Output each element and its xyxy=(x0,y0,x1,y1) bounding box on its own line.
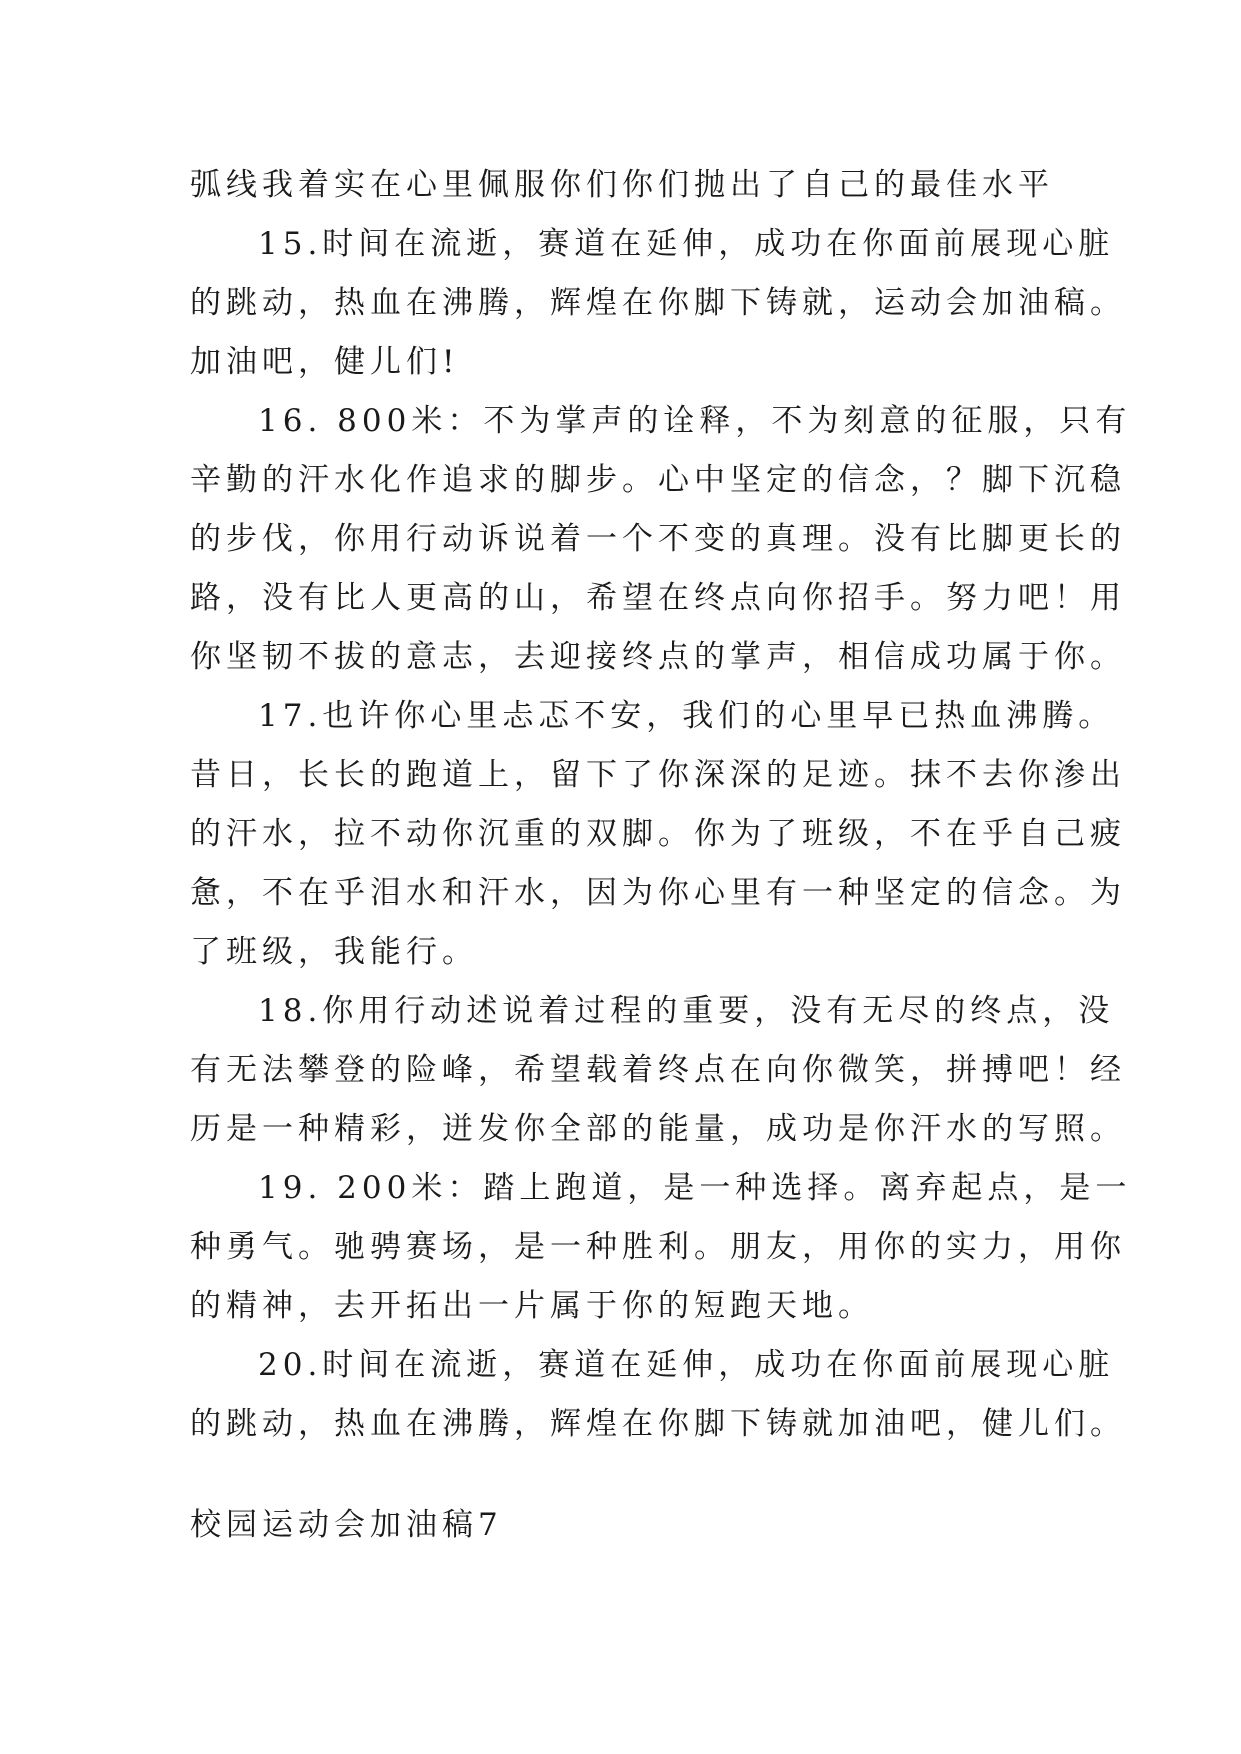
text-line: 有无法攀登的险峰，希望载着终点在向你微笑，拼搏吧！经 xyxy=(190,1052,1126,1088)
text-line: 18.你用行动述说着过程的重要，没有无尽的终点，没 xyxy=(258,993,1115,1029)
text-line: 16. 800米：不为掌声的诠释，不为刻意的征服，只有 xyxy=(258,403,1132,439)
text-line: 辛勤的汗水化作追求的脚步。心中坚定的信念，？脚下沉稳 xyxy=(190,462,1126,498)
text-line: 种勇气。驰骋赛场，是一种胜利。朋友，用你的实力，用你 xyxy=(190,1229,1126,1265)
text-line: 的跳动，热血在沸腾，辉煌在你脚下铸就，运动会加油稿。 xyxy=(190,285,1126,321)
text-line: 20.时间在流逝，赛道在延伸，成功在你面前展现心脏 xyxy=(258,1347,1115,1383)
text-line: 的跳动，热血在沸腾，辉煌在你脚下铸就加油吧，健儿们。 xyxy=(190,1406,1126,1442)
text-line: 昔日，长长的跑道上，留下了你深深的足迹。抹不去你渗出 xyxy=(190,757,1126,793)
text-line: 的精神，去开拓出一片属于你的短跑天地。 xyxy=(190,1288,874,1324)
text-line: 19. 200米：踏上跑道，是一种选择。离弃起点，是一 xyxy=(258,1170,1132,1206)
text-line: 加油吧，健儿们! xyxy=(190,344,460,380)
text-line: 的汗水，拉不动你沉重的双脚。你为了班级，不在乎自己疲 xyxy=(190,816,1126,852)
text-line: 15.时间在流逝，赛道在延伸，成功在你面前展现心脏 xyxy=(258,226,1115,262)
text-line: 路，没有比人更高的山，希望在终点向你招手。努力吧！用 xyxy=(190,580,1126,616)
text-line: 17.也许你心里忐忑不安，我们的心里早已热血沸腾。 xyxy=(258,698,1115,734)
text-line: 的步伐，你用行动诉说着一个不变的真理。没有比脚更长的 xyxy=(190,521,1126,557)
text-line: 你坚韧不拔的意志，去迎接终点的掌声，相信成功属于你。 xyxy=(190,639,1126,675)
text-line: 弧线我着实在心里佩服你们你们抛出了自己的最佳水平 xyxy=(190,167,1054,203)
text-line: 历是一种精彩，迸发你全部的能量，成功是你汗水的写照。 xyxy=(190,1111,1126,1147)
text-line: 了班级，我能行。 xyxy=(190,934,478,970)
section-heading: 校园运动会加油稿7 xyxy=(190,1507,503,1543)
text-line: 惫，不在乎泪水和汗水，因为你心里有一种坚定的信念。为 xyxy=(190,875,1126,911)
